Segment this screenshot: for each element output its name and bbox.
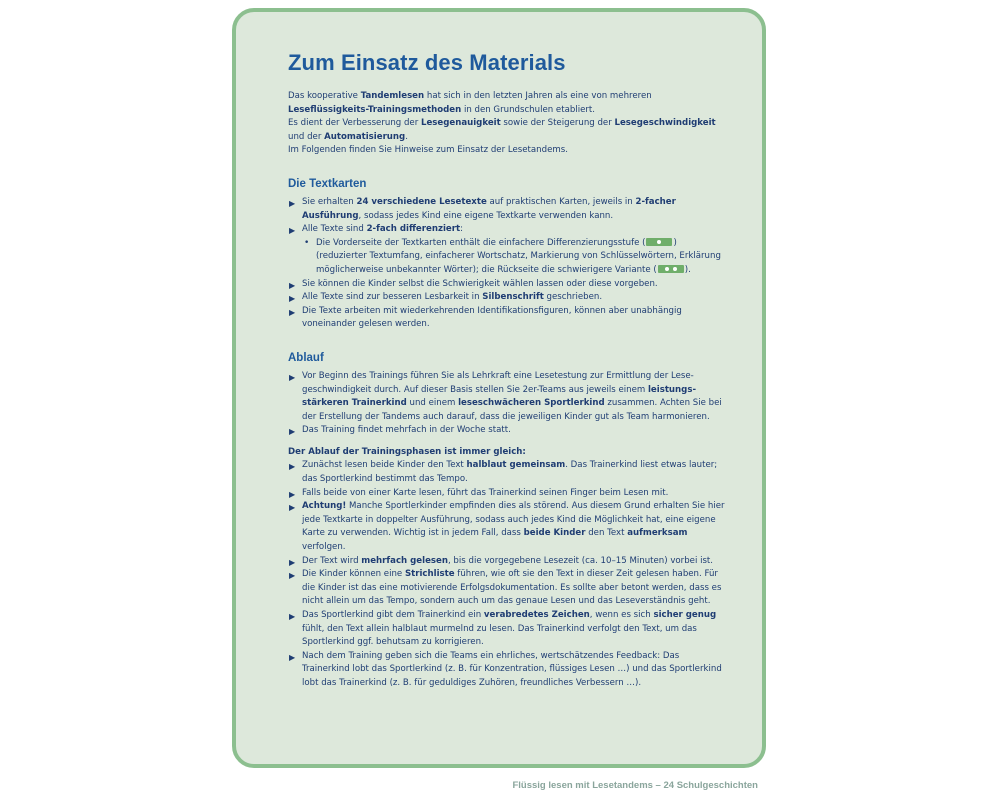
triangle-right-icon: ▶	[289, 652, 296, 662]
item-bold: aufmerksam	[627, 528, 688, 539]
triangle-right-icon: ▶	[289, 489, 296, 499]
item-text: Die Kinder können eine	[302, 569, 405, 580]
item-bold: Silbenschrift	[482, 292, 544, 303]
list-item	[288, 278, 728, 292]
item-bold: Achtung!	[302, 501, 347, 512]
item-text: Das Training findet mehrfach in der Woche statt.	[302, 425, 511, 436]
item-text: Falls beide von einer Karte lesen, führt das Trainerkind seinen Finger beim Lesen mit.	[302, 487, 669, 498]
triangle-right-icon: ▶	[289, 571, 296, 581]
item-bold: mehrfach gelesen	[361, 555, 448, 566]
dot-icon: •	[304, 237, 310, 248]
intro-text: Das kooperative	[288, 91, 361, 101]
item-text: Vor Beginn des Trainings führen Sie als Lehrkraft eine Lesetestung zur Ermittlung der Lesegeschwindigkeit durch. Auf dieser Basis stellen Sie 2er-Teams aus jeweils einem	[302, 370, 694, 395]
intro-bold: Lesegenauigkeit	[420, 118, 501, 129]
triangle-right-icon: ▶	[289, 612, 296, 621]
section-heading-ablauf: Ablauf	[288, 351, 324, 364]
item-bold: Strichliste	[404, 569, 455, 580]
triangle-right-icon: ▶	[289, 427, 296, 437]
phases-list	[288, 459, 728, 690]
item-bold: 2-facher Ausführung	[302, 196, 676, 221]
item-bold: sicher genug	[653, 610, 717, 620]
intro-paragraph-1	[288, 90, 728, 117]
intro-paragraph-3: Im Folgenden finden Sie Hinweise zum Einsatz der Lesetandems.	[288, 145, 568, 156]
two-dot-badge-icon	[658, 265, 684, 273]
intro-text: .	[405, 131, 408, 142]
item-text: , wenn es sich	[589, 610, 654, 620]
page-footer: Flüssig lesen mit Lesetandems – 24 Schulgeschichten	[512, 780, 758, 791]
item-text: fühlt, den Text allein halblaut murmelnd zu lesen. Das Trainerkind verfolgt den Text, um das Sportlerkind ggf. behutsam zu korrigieren.	[302, 623, 697, 648]
item-text: auf praktischen Karten, jeweils in	[486, 196, 636, 207]
list-item	[288, 500, 728, 554]
list-item	[288, 650, 728, 691]
item-text: :	[460, 224, 463, 235]
list-item	[288, 196, 728, 223]
item-text: Der Text wird	[302, 555, 362, 566]
item-text: Die Vorderseite der Textkarten enthält die einfachere Differenzierungsstufe (	[316, 237, 646, 248]
triangle-right-icon: ▶	[289, 372, 296, 382]
item-bold: leistungsstärkeren Trainerkind	[302, 384, 697, 409]
item-bold: verabredetes Zeichen	[483, 610, 590, 620]
item-text: und einem	[406, 398, 459, 409]
triangle-right-icon: ▶	[289, 198, 296, 208]
item-text: , bis die vorgegebene Lesezeit (ca. 10–15 Minuten) vorbei ist.	[447, 555, 714, 566]
list-item	[288, 459, 728, 486]
list-item	[288, 223, 728, 277]
phases-heading: Der Ablauf der Trainingsphasen ist immer gleich:	[288, 446, 526, 457]
list-item	[288, 305, 728, 332]
list-item	[288, 555, 728, 569]
intro-text: hat sich in den letzten Jahren als eine von mehreren	[424, 91, 652, 101]
intro-text: Es dient der Verbesserung der	[288, 118, 421, 129]
intro-bold: Lesegeschwindigkeit	[614, 118, 716, 129]
item-text: , sodass jedes Kind eine eigene Textkarte verwenden kann.	[358, 210, 614, 221]
item-text: Das Sportlerkind gibt dem Trainerkind ein	[302, 610, 484, 620]
section-heading-textkarten: Die Textkarten	[288, 177, 367, 190]
item-bold: 24 verschiedene Lesetexte	[356, 196, 487, 207]
sub-list-item	[302, 237, 728, 278]
card-content	[288, 50, 728, 691]
list-item	[288, 291, 728, 305]
item-text: geschrieben.	[543, 292, 603, 303]
item-text: Nach dem Training geben sich die Teams ein ehrliches, wertschätzendes Feedback: Das Trainerkind lobt das Sportlerkind (z. B. für Konzentration, flüssiges Lesen …) und das Sportlerkind lobt das Trainerkind (z. B. für geduldiges Zuhören, freundliches Verbessern …).	[302, 650, 722, 688]
one-dot-badge-icon	[646, 238, 672, 246]
triangle-right-icon: ▶	[289, 280, 296, 290]
item-text: Die Texte arbeiten mit wiederkehrenden Identifikationsfiguren, können aber unabhängig voneinander gelesen werden.	[302, 305, 682, 330]
intro-text: in den Grundschulen etabliert.	[461, 104, 596, 115]
triangle-right-icon: ▶	[289, 226, 296, 236]
item-text: . Das Trainerkind liest etwas lauter; das Sportlerkind bestimmt das Tempo.	[302, 460, 718, 485]
list-item	[288, 568, 728, 609]
textkarten-list	[288, 196, 728, 332]
intro-bold: Automatisierung	[324, 131, 406, 142]
item-bold: 2-fach differenziert	[366, 224, 461, 235]
list-item	[288, 487, 728, 501]
intro-paragraph-2	[288, 117, 728, 144]
item-bold: beide Kinder	[523, 528, 586, 539]
info-card	[232, 8, 766, 768]
item-text: ) (reduzierter Textumfang, einfacherer Wortschatz, Markierung von Schlüsselwörtern, Erklärung möglicherweise unbekannter Wörter); die Rückseite die schwierigere Variante (	[316, 237, 721, 275]
item-text: ).	[684, 264, 691, 275]
triangle-right-icon: ▶	[289, 294, 296, 304]
list-item	[288, 370, 728, 424]
ablauf-section	[288, 352, 728, 691]
list-item	[288, 609, 728, 650]
intro-section	[288, 90, 728, 158]
item-text: den Text	[585, 528, 628, 539]
item-bold: halblaut gemeinsam	[466, 460, 566, 471]
page-title: Zum Einsatz des Materials	[288, 50, 566, 75]
item-bold: leseschwächeren Sportlerkind	[458, 398, 605, 409]
intro-text: und der	[288, 131, 325, 142]
intro-bold: Leseflüssigkeits-Trainingsmethoden	[288, 104, 462, 115]
item-text: Alle Texte sind	[302, 224, 367, 235]
item-text: Sie können die Kinder selbst die Schwierigkeit wählen lassen oder diese vorgeben.	[302, 278, 658, 289]
list-item	[288, 424, 728, 438]
sub-list	[302, 237, 728, 278]
item-text: Sie erhalten	[302, 196, 357, 207]
triangle-right-icon: ▶	[289, 557, 296, 567]
textkarten-section	[288, 178, 728, 332]
triangle-right-icon: ▶	[289, 307, 296, 317]
intro-text: sowie der Steigerung der	[500, 118, 615, 129]
item-text: Zunächst lesen beide Kinder den Text	[302, 460, 467, 471]
ablauf-list	[288, 370, 728, 438]
item-text: führen, wie oft sie den Text in dieser Zeit gelesen haben. Für die Kinder ist das eine motivierende Erfolgsdokumentation. Es sollte aber betont werden, dass es nicht allein um das Tempo, sondern auch um das genaue Lesen und das Leseverständnis geht.	[302, 569, 722, 607]
triangle-right-icon: ▶	[289, 462, 296, 472]
intro-bold: Tandemlesen	[360, 91, 425, 101]
item-text: Alle Texte sind zur besseren Lesbarkeit in	[302, 292, 483, 303]
item-text: zusammen. Achten Sie bei der Erstellung der Tandems auch darauf, dass die jeweiligen Kinder gut als Team harmonieren.	[302, 398, 722, 422]
triangle-right-icon: ▶	[289, 503, 296, 513]
item-text: verfolgen.	[302, 542, 346, 553]
item-text: Manche Sportlerkinder empfinden dies als störend. Aus diesem Grund erhalten Sie hier jede Textkarte in doppelter Ausführung, sodass auch jedes Kind die Möglichkeit hat, eine eigene Karte zu verwenden. Wichtig ist in jedem Fall, dass	[302, 501, 725, 539]
